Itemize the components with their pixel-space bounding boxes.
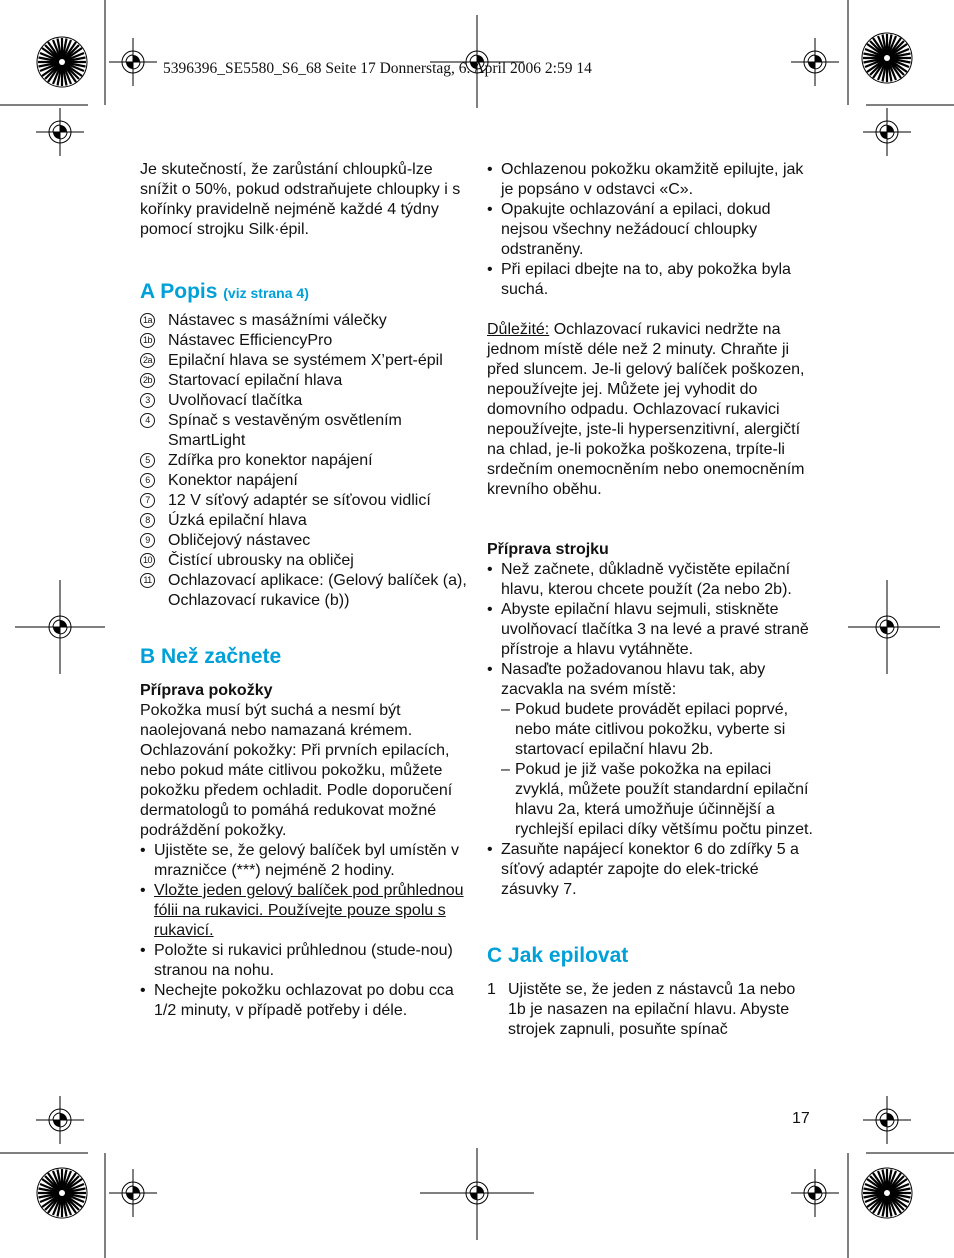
section-b-title: Než začnete bbox=[161, 645, 282, 668]
part-number: 7 bbox=[140, 493, 155, 508]
part-number: 2a bbox=[140, 353, 155, 368]
underlined-text: Vložte jeden gelový balíček pod průhlednou fólii na rukavici. Používejte pouze spolu s rukavicí. bbox=[154, 882, 464, 939]
part-label: Uvolňovací tlačítka bbox=[168, 392, 303, 409]
important-text: Ochlazovací rukavici nedržte na jednom místě déle než 2 minuty. Chraňte ji před sluncem. Je-li gelový balíček poškozen, nepoužívejte jej. Můžete jej vyhodit do domovního odpadu. Ochlazovací rukavici nepoužívejte, jste-li hypersenzitivní, alergičtí na chlad, je-li pokožka poškozena, trpíte-li srdečním onemocněním nebo onemocněním krevního oběhu. bbox=[487, 321, 805, 498]
prep-skin-body: Pokožka musí být suchá a nesmí být naolejovaná nebo namazaná krémem. Ochlazování pokožky: Při prvních epilacích, nebo pokud máte citlivou pokožku, můžete pokožku předem ochladit. Podle doporučení dermatologů to pomáhá redukovat možné podráždění pokožky. bbox=[140, 702, 453, 839]
part-item bbox=[140, 351, 470, 371]
page-number: 17 bbox=[792, 1110, 810, 1127]
part-number: 4 bbox=[140, 413, 155, 428]
part-label: Spínač s vestavěným osvětlením SmartLight bbox=[168, 412, 402, 449]
part-number: 8 bbox=[140, 513, 155, 528]
part-label: Konektor napájení bbox=[168, 472, 298, 489]
section-a-ref: (viz strana 4) bbox=[223, 285, 309, 301]
part-item bbox=[140, 471, 470, 491]
part-label: 12 V síťový adaptér se síťovou vidlicí bbox=[168, 492, 431, 509]
part-item bbox=[140, 331, 470, 351]
section-c-letter: C bbox=[487, 944, 503, 967]
list-item: • Opakujte ochlazování a epilaci, dokud nejsou všechny nežádoucí chloupky odstraněny. bbox=[487, 200, 817, 260]
prep-device-heading: Příprava strojku bbox=[487, 541, 609, 558]
parts-list bbox=[140, 311, 470, 611]
part-number: 2b bbox=[140, 373, 155, 388]
part-label: Nástavec EfficiencyPro bbox=[168, 332, 333, 349]
list-item: • Ujistěte se, že gelový balíček byl umístěn v mrazničce (***) nejméně 2 hodiny. bbox=[140, 841, 470, 881]
intro-paragraph: Je skutečností, že zarůstání chloupků-lze snížit o 50%, pokud odstraňujete chloupky i s kořínky pravidelně nejméně každé 4 týdny pomocí strojku Silk·épil. bbox=[140, 161, 461, 238]
list-item: • Nasaďte požadovanou hlavu tak, aby zacvakla na svém místě: bbox=[487, 660, 817, 700]
part-number: 1b bbox=[140, 333, 155, 348]
part-item bbox=[140, 311, 470, 331]
part-label: Nástavec s masážními válečky bbox=[168, 312, 387, 329]
list-item: • Nechejte pokožku ochlazovat po dobu cca 1/2 minuty, v případě potřeby i déle. bbox=[140, 981, 470, 1021]
list-item: • Položte si rukavici průhlednou (stude-nou) stranou na nohu. bbox=[140, 941, 470, 981]
list-item: • Abyste epilační hlavu sejmuli, stiskněte uvolňovací tlačítka 3 na levé a pravé straně přístroje a hlavu vytáhněte. bbox=[487, 600, 817, 660]
part-number: 6 bbox=[140, 473, 155, 488]
part-item bbox=[140, 571, 470, 611]
part-number: 5 bbox=[140, 453, 155, 468]
section-c-heading bbox=[487, 944, 817, 968]
cooling-bullets bbox=[487, 160, 817, 300]
list-item: – Pokud je již vaše pokožka na epilaci zvyklá, můžete použít standardní epilační hlavu 2a, která umožňuje účinnější a rychlejší epilaci díky většímu počtu pinzet. bbox=[487, 760, 817, 840]
prep-skin-heading: Příprava pokožky bbox=[140, 682, 273, 699]
list-item bbox=[140, 881, 470, 941]
section-a-letter: A bbox=[140, 280, 155, 303]
important-note bbox=[487, 320, 817, 500]
section-b-letter: B bbox=[140, 645, 156, 668]
right-column bbox=[487, 160, 817, 1040]
part-item bbox=[140, 511, 470, 531]
part-label: Čistící ubrousky na obličej bbox=[168, 552, 354, 569]
print-slug: 5396396_SE5580_S6_68 Seite 17 Donnerstag, 6. April 2006 2:59 14 bbox=[163, 60, 592, 77]
prep-skin-bullets bbox=[140, 841, 470, 1021]
step-number: 1 bbox=[487, 981, 496, 998]
part-label: Ochlazovací aplikace: (Gelový balíček (a), Ochlazovací rukavice (b)) bbox=[168, 572, 467, 609]
part-item bbox=[140, 531, 470, 551]
list-item: • Ochlazenou pokožku okamžitě epilujte, jak je popsáno v odstavci «C». bbox=[487, 160, 817, 200]
part-number: 3 bbox=[140, 393, 155, 408]
part-label: Obličejový nástavec bbox=[168, 532, 311, 549]
part-item bbox=[140, 491, 470, 511]
part-item bbox=[140, 551, 470, 571]
part-number: 9 bbox=[140, 533, 155, 548]
part-label: Epilační hlava se systémem X’pert-épil bbox=[168, 352, 443, 369]
prep-device-bullets bbox=[487, 560, 817, 900]
part-label: Startovací epilační hlava bbox=[168, 372, 343, 389]
part-item bbox=[140, 391, 470, 411]
part-item bbox=[140, 371, 470, 391]
part-label: Úzká epilační hlava bbox=[168, 512, 307, 529]
section-a-heading bbox=[140, 280, 470, 305]
part-number: 11 bbox=[140, 573, 155, 588]
part-number: 1a bbox=[140, 313, 155, 328]
step-1 bbox=[487, 980, 817, 1040]
list-item: • Při epilaci dbejte na to, aby pokožka byla suchá. bbox=[487, 260, 817, 300]
section-a-title: Popis bbox=[160, 280, 218, 303]
section-c-title: Jak epilovat bbox=[508, 944, 629, 967]
important-label: Důležité: bbox=[487, 321, 550, 338]
list-item: • Než začnete, důkladně vyčistěte epilační hlavu, kterou chcete použít (2a nebo 2b). bbox=[487, 560, 817, 600]
section-b-heading bbox=[140, 645, 470, 669]
part-item bbox=[140, 411, 470, 451]
list-item: – Pokud budete provádět epilaci poprvé, nebo máte citlivou pokožku, vyberte si startovací epilační hlavu 2b. bbox=[487, 700, 817, 760]
part-label: Zdířka pro konektor napájení bbox=[168, 452, 373, 469]
list-item: • Zasuňte napájecí konektor 6 do zdířky 5 a síťový adaptér zapojte do elek-trické zásuvky 7. bbox=[487, 840, 817, 900]
part-item bbox=[140, 451, 470, 471]
step-text: Ujistěte se, že jeden z nástavců 1a nebo 1b je nasazen na epilační hlavu. Abyste strojek zapnuli, posuňte spínač bbox=[508, 981, 796, 1038]
part-number: 10 bbox=[140, 553, 155, 568]
left-column bbox=[140, 160, 470, 1021]
